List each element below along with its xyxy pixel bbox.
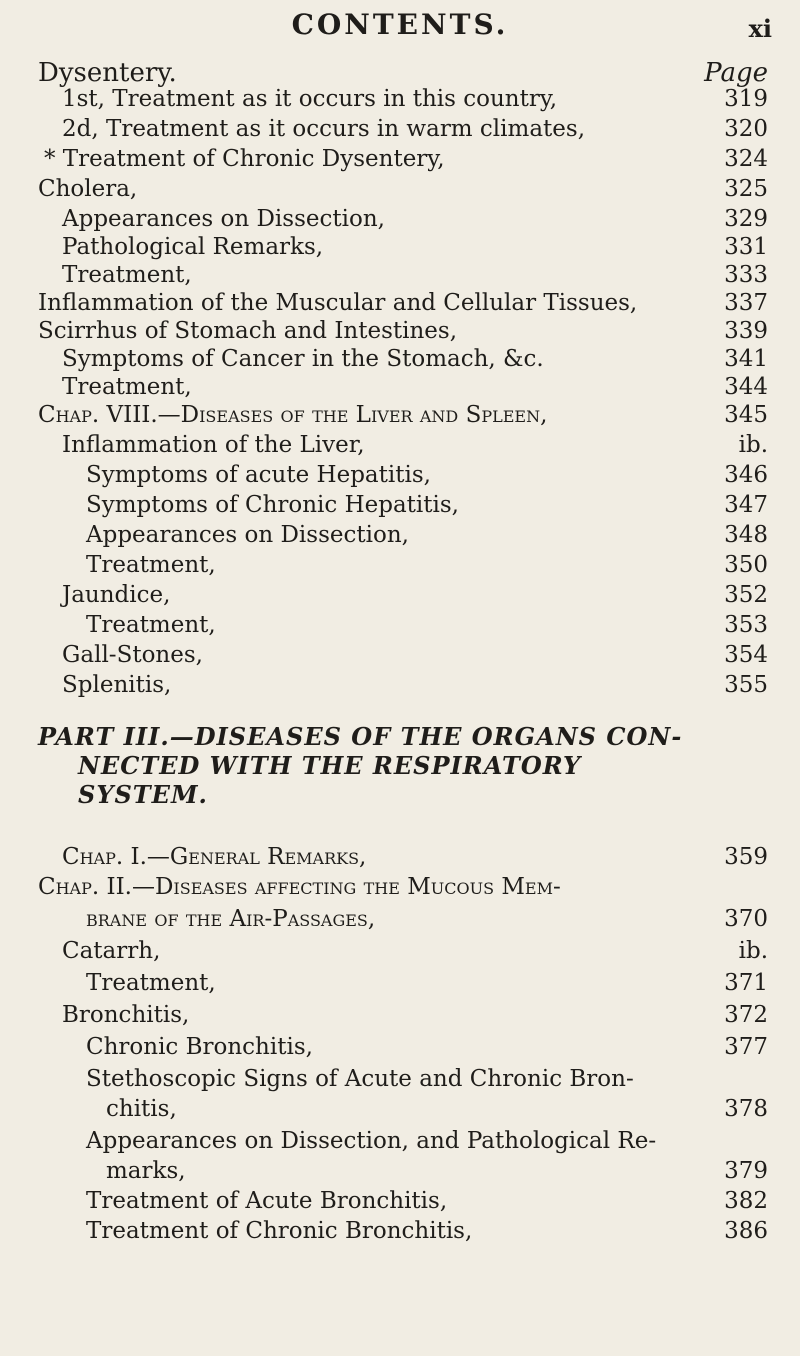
toc-entry-page: ib. [738,432,768,458]
toc-entry [62,640,768,670]
toc-entry-page: 378 [724,1096,768,1122]
toc-entry-title: Jaundice, [62,582,171,608]
toc-entry-title: Treatment of Chronic Bronchitis, [86,1218,473,1244]
toc-entry-page: 359 [724,844,768,870]
toc-entry [38,288,768,318]
toc-entry [86,1186,768,1216]
toc-entry-page: 379 [724,1158,768,1184]
chapter-entry [38,872,768,902]
toc-entry-page: 348 [724,522,768,548]
toc-entry-page: 339 [724,318,768,344]
toc-entry-page: 370 [724,906,768,932]
chapter-entry [86,904,768,934]
toc-entry-title: Cholera, [38,176,138,202]
toc-entry-page: 350 [724,552,768,578]
toc-entry-page: 377 [724,1034,768,1060]
toc-entry [44,144,768,174]
toc-entry-title: Symptoms of acute Hepatitis, [86,462,431,488]
toc-entry-title: Appearances on Dissection, [62,206,385,232]
chapter-title: brane of the Air-Passages, [86,906,376,932]
toc-entry-page: 320 [724,116,768,142]
section-title: Dysentery. [38,58,177,88]
toc-entry-page: 329 [724,206,768,232]
toc-entry [86,490,768,520]
running-head: CONTENTS. [291,8,509,41]
part-heading-line: SYSTEM. [78,780,208,809]
toc-entry-page: 319 [724,86,768,112]
page-column-label: Page [704,58,768,88]
toc-entry-page: 355 [724,672,768,698]
toc-entry-page: 372 [724,1002,768,1028]
toc-entry-page: 344 [724,374,768,400]
toc-entry [86,968,768,998]
toc-entry [62,936,768,966]
toc-entry-page: 371 [724,970,768,996]
part-heading-line: PART III.—DISEASES OF THE ORGANS CON- [38,722,683,751]
toc-entry-page: 382 [724,1188,768,1214]
toc-entry [86,1032,768,1062]
toc-entry [62,232,768,262]
toc-entry [62,260,768,290]
toc-entry-page: 341 [724,346,768,372]
toc-entry-title: Inflammation of the Muscular and Cellular Tissues, [38,290,638,316]
toc-entry-page: ib. [738,938,768,964]
toc-entry [86,460,768,490]
toc-entry [38,174,768,204]
toc-entry-title: Treatment, [62,262,192,288]
toc-entry-title: 1st, Treatment as it occurs in this country, [62,86,558,112]
toc-entry-title: 2d, Treatment as it occurs in warm climates, [62,116,586,142]
toc-entry-title: Treatment, [86,552,216,578]
toc-entry [62,670,768,700]
toc-entry [62,84,768,114]
toc-entry-page: 386 [724,1218,768,1244]
toc-entry [86,1064,768,1094]
toc-entry [86,610,768,640]
toc-entry-title: Inflammation of the Liver, [62,432,365,458]
toc-entry-title: marks, [106,1158,186,1184]
toc-entry [62,344,768,374]
toc-entry-title: Symptoms of Cancer in the Stomach, &c. [62,346,544,372]
toc-entry-page: 324 [724,146,768,172]
toc-entry [62,580,768,610]
toc-entry-page: 352 [724,582,768,608]
page-folio: xi [748,14,772,43]
toc-entry [86,1216,768,1246]
toc-entry-title: Symptoms of Chronic Hepatitis, [86,492,459,518]
toc-entry-page: 337 [724,290,768,316]
toc-entry-title: Gall-Stones, [62,642,203,668]
toc-entry-title: Catarrh, [62,938,161,964]
toc-entry-title: Bronchitis, [62,1002,190,1028]
toc-entry [62,114,768,144]
toc-entry [86,550,768,580]
toc-entry-title: Stethoscopic Signs of Acute and Chronic Bron- [86,1066,634,1092]
part-heading-line: NECTED WITH THE RESPIRATORY [78,751,582,780]
toc-entry-title: Treatment, [62,374,192,400]
toc-entry-title: Pathological Remarks, [62,234,324,260]
toc-entry-title: chitis, [106,1096,177,1122]
chapter-title: Chap. I.—General Remarks, [62,844,367,870]
toc-entry-title: Treatment, [86,970,216,996]
toc-entry [106,1094,768,1124]
toc-entry-title: Appearances on Dissection, and Pathological Re- [86,1128,657,1154]
chapter-entry [38,400,768,430]
toc-entry-page: 353 [724,612,768,638]
toc-entry-page: 331 [724,234,768,260]
toc-entry-title: Treatment, [86,612,216,638]
toc-entry-page: 333 [724,262,768,288]
toc-entry-title: Splenitis, [62,672,172,698]
toc-entry [106,1156,768,1186]
toc-entry-title: Scirrhus of Stomach and Intestines, [38,318,458,344]
chapter-title: Chap. II.—Diseases affecting the Mucous Mem- [38,874,561,900]
toc-entry-title: Chronic Bronchitis, [86,1034,313,1060]
toc-entry [86,520,768,550]
toc-entry [62,204,768,234]
toc-entry-page: 325 [724,176,768,202]
toc-entry-title: Appearances on Dissection, [86,522,409,548]
chapter-title: Chap. VIII.—Diseases of the Liver and Spleen, [38,402,548,428]
toc-entry-page: 346 [724,462,768,488]
toc-entry-page: 345 [724,402,768,428]
toc-entry [38,316,768,346]
toc-entry [86,1126,768,1156]
part-heading [38,722,758,809]
toc-entry-page: 354 [724,642,768,668]
toc-entry-title: Treatment of Acute Bronchitis, [86,1188,448,1214]
chapter-entry [62,842,768,872]
toc-entry [62,430,768,460]
toc-entry-page: 347 [724,492,768,518]
toc-entry [62,372,768,402]
toc-entry [62,1000,768,1030]
toc-entry-title: * Treatment of Chronic Dysentery, [44,146,445,172]
